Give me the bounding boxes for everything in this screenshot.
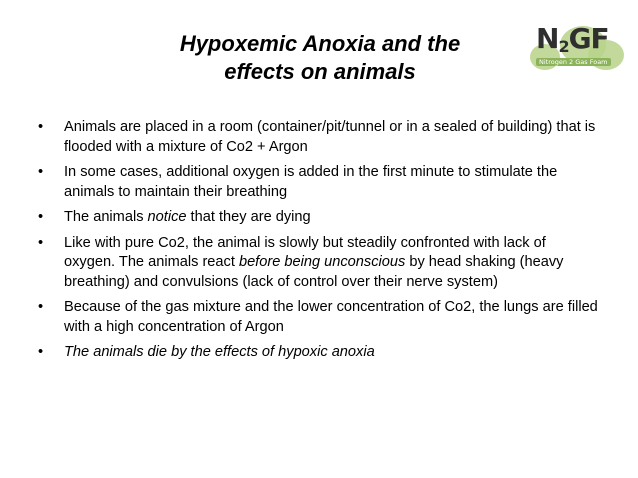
logo-mark <box>536 22 609 60</box>
bullet-item <box>38 298 598 337</box>
title-line-2: effects on animals <box>224 59 416 84</box>
bullet-text-pre: Like with pure Co2, the animal is slowly but steadily confronted with lack of oxygen. The animals react <box>64 234 546 270</box>
bullet-text-pre: The animals <box>64 209 148 225</box>
bullet-dot: • <box>38 209 44 225</box>
bullet-text-post: that they are dying <box>186 209 311 225</box>
bullet-dot: • <box>38 299 44 315</box>
logo-mark-rest: GF <box>568 22 609 55</box>
bullet-text-emphasis: notice <box>147 209 187 225</box>
bullet-text-emphasis: before being unconscious <box>238 254 406 270</box>
bullet-text: Because of the gas mixture and the lower concentration of Co2, the lungs are filled with a high concentration of Argon <box>64 299 598 335</box>
bullet-item <box>38 163 598 202</box>
n2gf-logo <box>530 22 630 74</box>
logo-mark-n: N <box>536 22 559 55</box>
logo-mark-sub: 2 <box>558 37 569 56</box>
bullet-dot: • <box>38 119 44 135</box>
bullet-item <box>38 118 598 157</box>
bullet-dot: • <box>38 164 44 180</box>
bullet-text-post: by head shaking (heavy breathing) and convulsions (lack of control over their nerve system) <box>64 254 564 290</box>
logo-tagline: Nitrogen 2 Gas Foam <box>536 58 611 66</box>
bullet-text: In some cases, additional oxygen is added in the first minute to stimulate the animals to maintain their breathing <box>64 164 558 200</box>
slide-title <box>120 30 520 86</box>
bullet-dot: • <box>38 234 44 251</box>
bullet-item <box>38 343 598 363</box>
title-line-1: Hypoxemic Anoxia and the <box>179 31 461 56</box>
bullet-list <box>38 118 598 369</box>
bullet-item <box>38 234 598 293</box>
bullet-text: Animals are placed in a room (container/pit/tunnel or in a sealed of building) that is flooded with a mixture of Co2 + Argon <box>64 119 596 155</box>
bullet-dot: • <box>38 344 44 360</box>
bullet-item <box>38 208 598 228</box>
bullet-text-emphasis: The animals die by the effects of hypoxic anoxia <box>64 344 375 360</box>
